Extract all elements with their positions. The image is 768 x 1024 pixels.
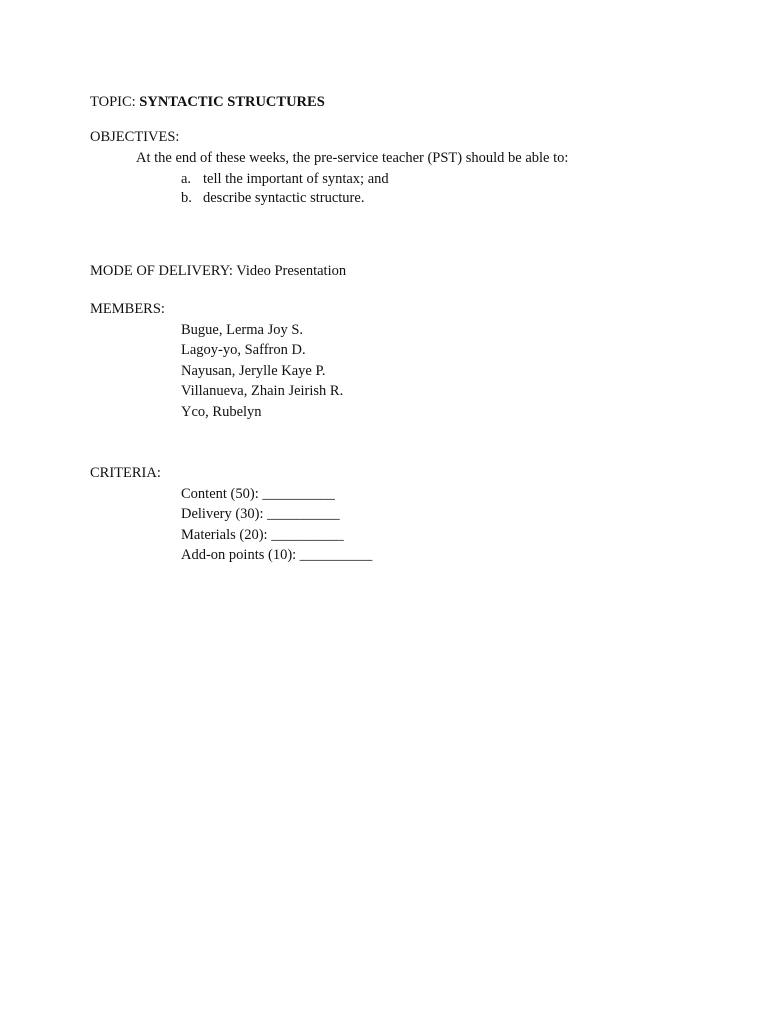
objective-text: describe syntactic structure. — [203, 190, 365, 206]
members-heading: MEMBERS: — [90, 301, 165, 317]
objective-item — [181, 170, 389, 188]
member-name: Nayusan, Jerylle Kaye P. — [181, 363, 326, 379]
delivery-line — [90, 262, 346, 280]
member-name: Villanueva, Zhain Jeirish R. — [181, 383, 344, 399]
topic-label: TOPIC: — [90, 94, 136, 110]
member-name: Bugue, Lerma Joy S. — [181, 322, 304, 338]
topic-value: SYNTACTIC STRUCTURES — [139, 94, 325, 110]
member-name: Lagoy-yo, Saffron D. — [181, 342, 306, 358]
delivery-label: MODE OF DELIVERY: — [90, 263, 233, 279]
criteria-item-content: Content (50): __________ — [181, 486, 335, 502]
criteria-item-materials: Materials (20): __________ — [181, 527, 344, 543]
criteria-heading: CRITERIA: — [90, 465, 161, 481]
objective-text: tell the important of syntax; and — [203, 171, 389, 187]
member-name: Yco, Rubelyn — [181, 404, 262, 420]
criteria-item-add-on-points: Add-on points (10): __________ — [181, 547, 373, 563]
objective-marker: a. — [181, 171, 192, 187]
objectives-intro: At the end of these weeks, the pre-service teacher (PST) should be able to: — [136, 150, 569, 166]
objectives-heading: OBJECTIVES: — [90, 129, 180, 145]
delivery-value: Video Presentation — [236, 263, 347, 279]
criteria-item-delivery: Delivery (30): __________ — [181, 506, 340, 522]
objective-marker: b. — [181, 190, 192, 206]
topic-line — [90, 93, 325, 111]
objective-item — [181, 189, 364, 207]
